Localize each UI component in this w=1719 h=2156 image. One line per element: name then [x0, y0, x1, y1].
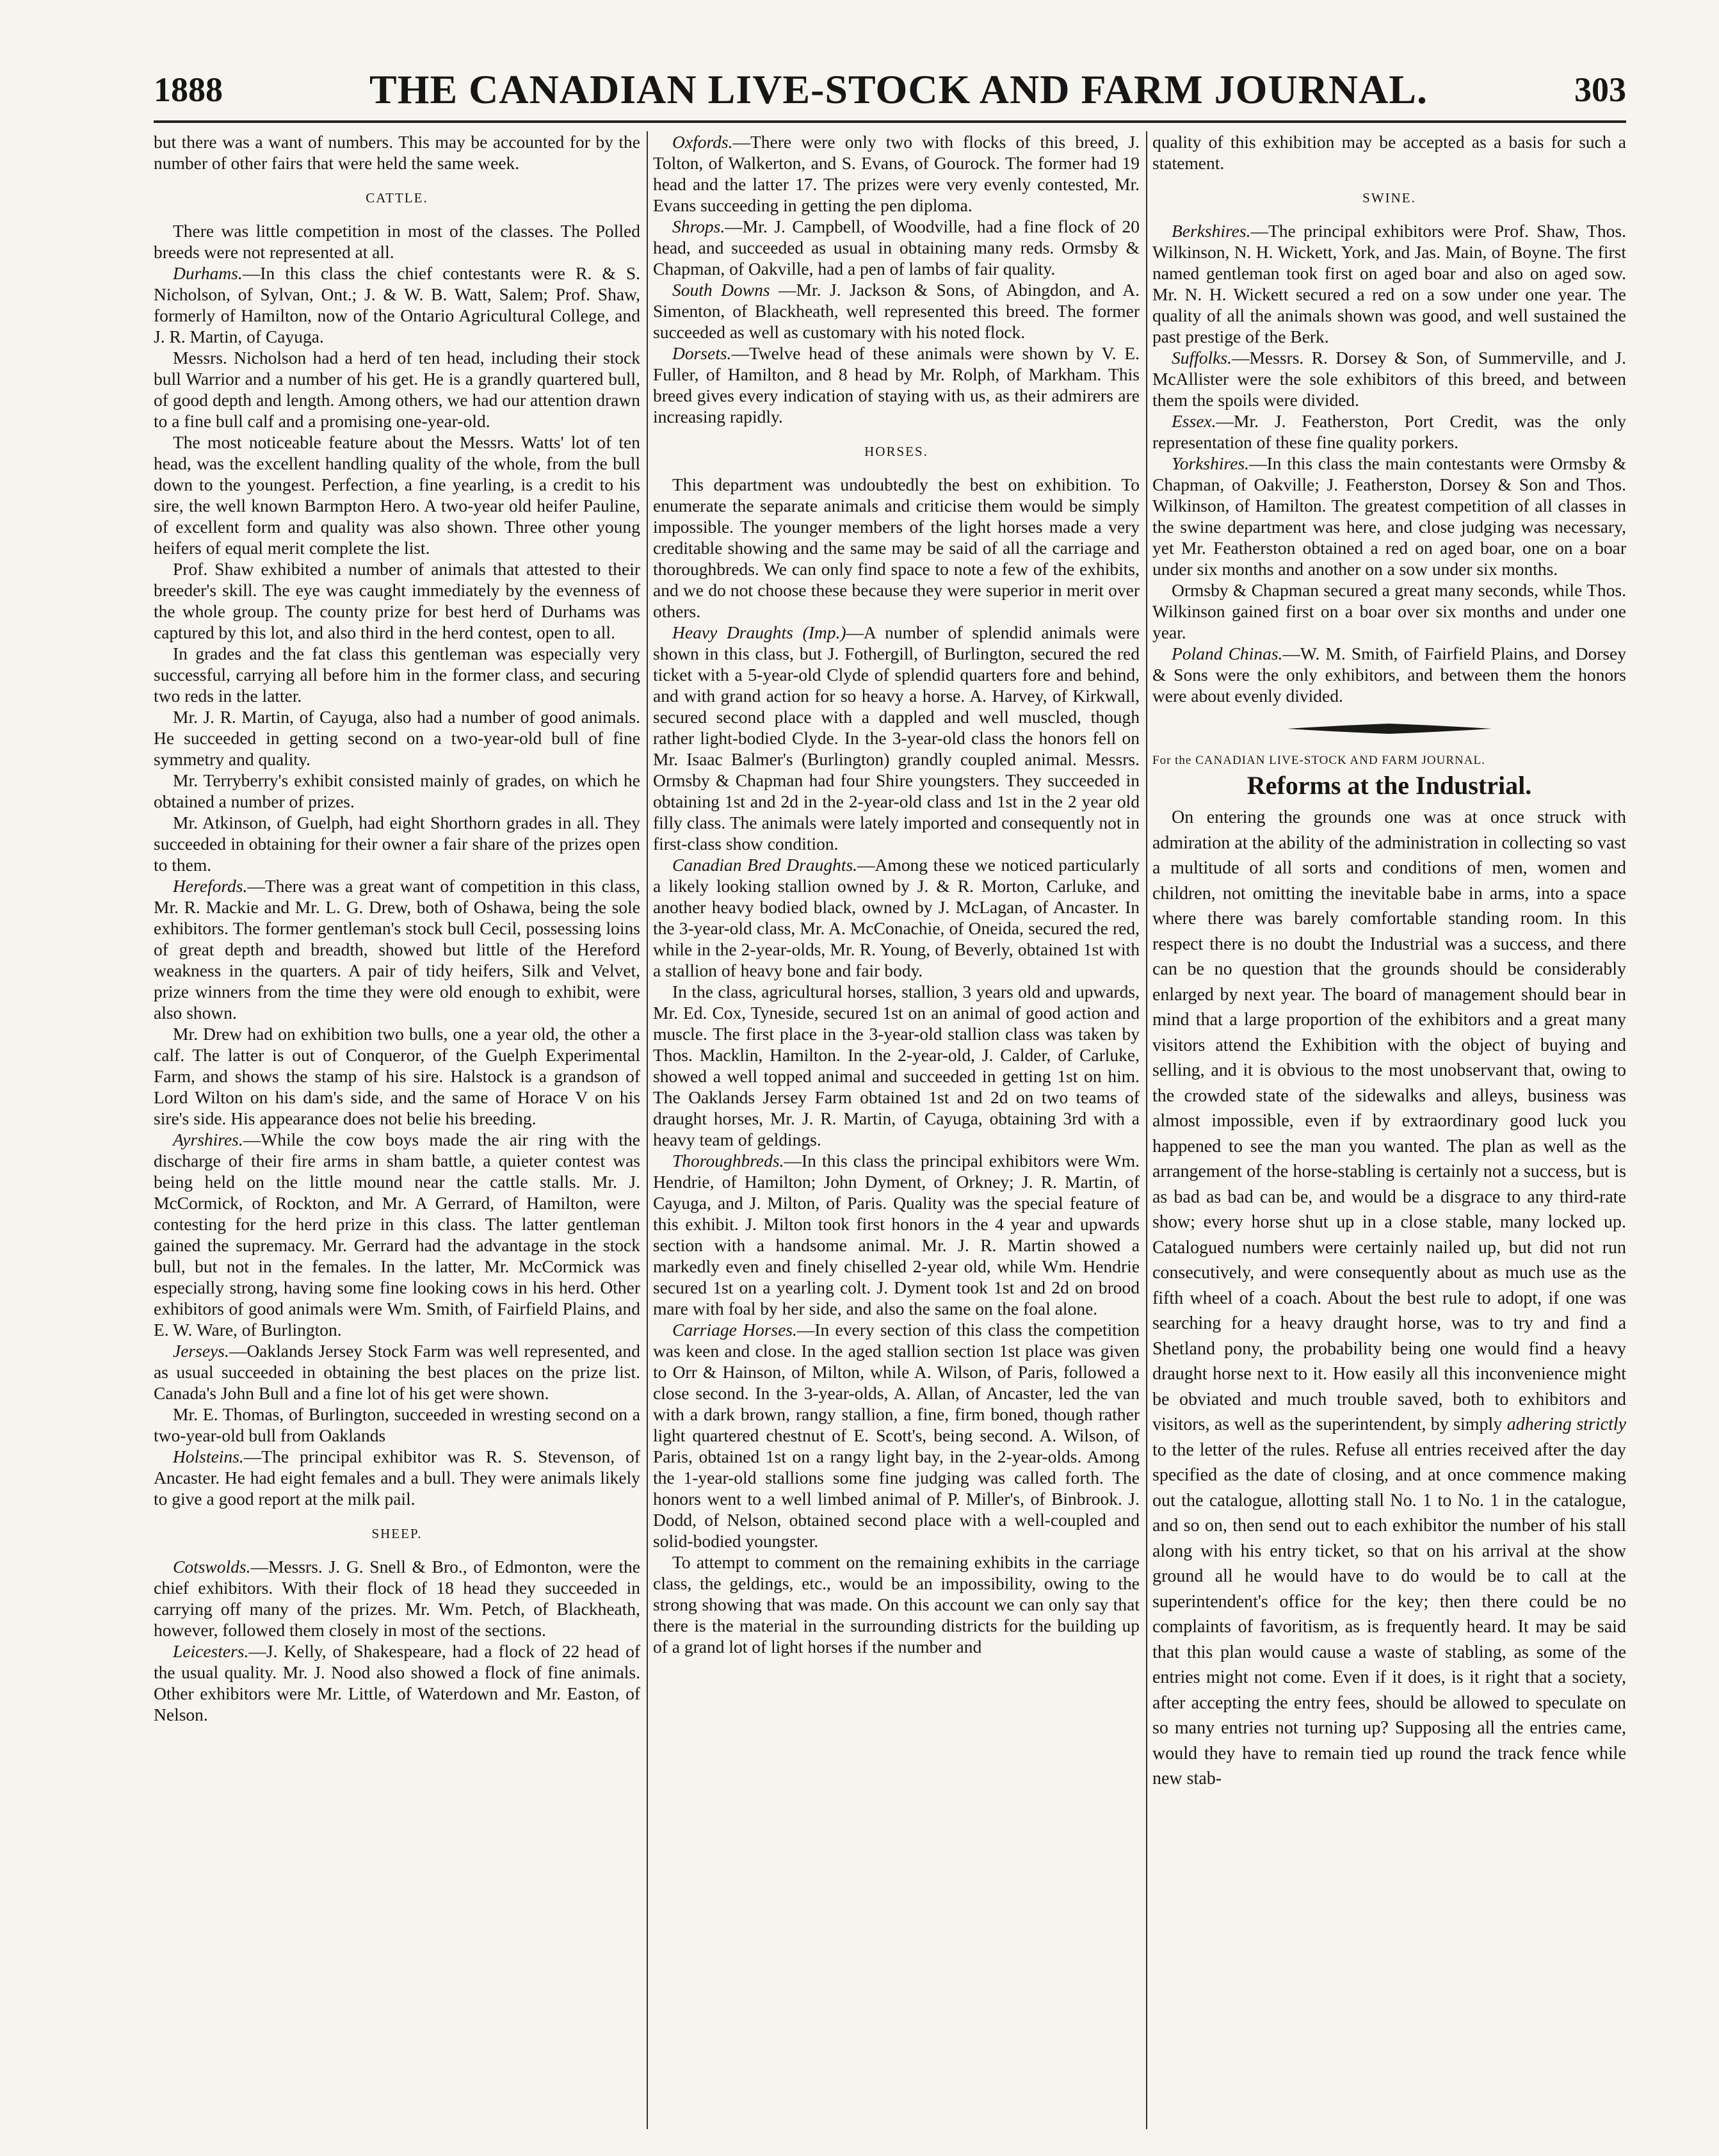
paragraph: This department was undoubtedly the best on exhibition. To enumerate the separate animals and criticise them would be simply impossible. The younger members of the light horses made a very creditable showing and the same may be said of all the carriage and thoroughbreds. We can only find space to note a few of the exhibits, and we do not choose these because they were superior in merit over others. — [653, 474, 1140, 621]
paragraph — [653, 216, 1140, 279]
paragraph-text: —In this class the principal exhibitors were Wm. Hendrie, of Hamilton; John Dyment, of Orkney; J. R. Martin, of Cayuga, and J. Milton, of Paris. Quality was the special feature of this exhibit. J. Milton took first honors in the 4 year and upwards section with a handsome animal. Mr. J. R. Martin showed a markedly even and finely chiselled 2-year old, while Wm. Hendrie secured 1st on a yearling colt. J. Dyment took 1st and 2d on brood mare with foal by her side, and also the same on the foal alone. — [653, 1151, 1140, 1318]
breed-lead: Suffolks. — [1172, 348, 1232, 368]
paragraph — [653, 131, 1140, 216]
paragraph — [154, 1129, 640, 1340]
paragraph-text: —In this class the main contestants were Ormsby & Chapman, of Oakville; J. Featherston, Dorsey & Son and Thos. Wilkinson, of Hamilton. The greatest competition of all classes in the swine department was here, and close judging was necessary, yet Mr. Featherston obtained a red on aged boar, one on a boar under six months and another on a sow under six months. — [1152, 453, 1626, 579]
breed-lead: Jerseys. — [173, 1341, 229, 1361]
paragraph: Mr. Atkinson, of Guelph, had eight Shorthorn grades in all. They succeeded in obtaining for their owner a fair share of the prizes open to them. — [154, 813, 640, 875]
breed-lead: Holsteins. — [173, 1447, 244, 1466]
breed-lead: Yorkshires. — [1172, 453, 1249, 473]
paragraph-text: —Oaklands Jersey Stock Farm was well represented, and as usual succeeded in obtaining the best places on the prize list. Canada's John Bull and a fine lot of his get were shown. — [154, 1341, 640, 1403]
paragraph-text: —A number of splendid animals were shown in this class, but J. Fothergill, of Burlington, secured the red ticket with a 5-year-old Clyde of splendid quarters fore and behind, and with grand action for so heavy a horse. A. Harvey, of Kirkwall, secured second place with a dappled and well muscled, though rather light-bodied Clyde. In the 3-year-old class the honors fell on Mr. Isaac Balmer's (Burlington) grandly coupled animal. Messrs. Ormsby & Chapman had four Shire youngsters. They succeeded in obtaining 1st and 2d in the 2-year-old class and 1st in the 2 year old filly class. The animals were lately imported and consequently not in first-class show condition. — [653, 622, 1140, 854]
paragraph-text: —There were only two with flocks of this breed, J. Tolton, of Walkerton, and S. Evans, of Gourock. The former had 19 head and the latter 17. The prizes were very evenly contested, Mr. Evans succeeding in getting the pen diploma. — [653, 132, 1140, 215]
paragraph: Mr. Drew had on exhibition two bulls, one a year old, the other a calf. The latter is out of Conqueror, of the Guelph Experimental Farm, and shows the stamp of his sire. Halstock is a grandson of Lord Wilton on his dam's side, and the same of Horace V on his sire's side. His appearance does not belie his breeding. — [154, 1024, 640, 1128]
section-heading-cattle: CATTLE. — [366, 190, 428, 206]
paragraph — [653, 279, 1140, 343]
article-emphasis: adhering strictly — [1506, 1414, 1626, 1434]
header-year: 1888 — [154, 70, 223, 109]
paragraph: but there was a want of numbers. This may be accounted for by the number of other fairs that were held the same week. — [154, 132, 640, 173]
breed-lead: Canadian Bred Draughts. — [672, 855, 858, 875]
paragraph — [1152, 643, 1626, 706]
paragraph: In grades and the fat class this gentleman was especially very successful, carrying all before him in the former class, and securing two reds in the latter. — [154, 644, 640, 706]
breed-lead: Dorsets. — [672, 343, 732, 363]
column-3 — [1152, 131, 1626, 2136]
paragraph: quality of this exhibition may be accepted as a basis for such a statement. — [1152, 132, 1626, 173]
journal-title: THE CANADIAN LIVE-STOCK AND FARM JOURNAL. — [369, 67, 1428, 112]
article-credit: For the CANADIAN LIVE-STOCK AND FARM JOURNAL. — [1152, 754, 1485, 767]
paragraph: Prof. Shaw exhibited a number of animals that attested to their breeder's skill. The eye was caught immediately by the evenness of the whole group. The county prize for best herd of Durhams was captured by this lot, and also third in the herd contest, open to all. — [154, 559, 640, 642]
paragraph-text: —Mr. J. Jackson & Sons, of Abingdon, and A. Simenton, of Blackheath, well represented this breed. The former succeeded as well as customary with his noted flock. — [653, 280, 1140, 342]
breed-lead: Thoroughbreds. — [672, 1151, 784, 1171]
paragraph-text: —In this class the chief contestants were R. & S. Nicholson, of Sylvan, Ont.; J. & W. B. Watt, Salem; Prof. Shaw, formerly of Hamilton, now of the Ontario Agricultural College, and J. R. Martin, of Cayuga. — [154, 263, 640, 346]
paragraph: The most noticeable feature about the Messrs. Watts' lot of ten head, was the excellent handling quality of the whole, from the bull down to the youngest. Perfection, a fine yearling, is a credit to his sire, the well known Barmpton Hero. A two-year old heifer Pauline, of excellent form and quality was also shown. Three other young heifers of equal merit complete the list. — [154, 432, 640, 558]
paragraph-text: —The principal exhibitors were Prof. Shaw, Thos. Wilkinson, N. H. Wickett, York, and Jas. Main, of Boyne. The first named gentleman took first on aged boar and also on aged sow. Mr. N. H. Wickett secured a red on a sow under one year. The quality of all the animals shown was good, and well sustained the past prestige of the Berk. — [1152, 221, 1626, 346]
paragraph — [154, 1340, 640, 1404]
paragraph-text: —Twelve head of these animals were shown by V. E. Fuller, of Hamilton, and 8 head by Mr. Rolph, of Markham. This breed gives every indication of staying with us, as their admirers are increasing rapidly. — [653, 343, 1140, 426]
paragraph — [1152, 347, 1626, 410]
paragraph — [154, 875, 640, 1023]
paragraph — [1152, 220, 1626, 347]
breed-lead: Oxfords. — [672, 132, 733, 152]
paragraph — [154, 1641, 640, 1725]
paragraph-text: —In every section of this class the competition was keen and close. In the aged stallion section 1st place was given to Orr & Hainson, of Milton, while A. Wilson, of Paris, followed a close second. In the 3-year-olds, A. Allan, of Ancaster, led the van with a dark brown, rangy stallion, a fine, firm boned, though rather light quartered chestnut of E. Scott's, being second. A. Wilson, of Paris, obtained 1st on a rangy light bay, in the 2-year-olds. Among the 1-year-old stallions some fine judging was called forth. The honors went to a well limbed animal of P. Miller's, of Binbrook. J. Dodd, of Nelson, obtained second place with a well-coupled and solid-bodied youngster. — [653, 1320, 1140, 1551]
paragraph-text: —There was a great want of competition in this class, Mr. R. Mackie and Mr. L. G. Drew, both of Oshawa, being the sole exhibitors. The former gentleman's stock bull Cecil, possessing loins of great depth and breadth, showed but little of the Hereford weakness in the quarters. A pair of tidy heifers, Silk and Velvet, prize winners from the time they were old enough to exhibit, were also shown. — [154, 876, 640, 1023]
paragraph — [653, 1319, 1140, 1552]
article-text: to the letter of the rules. Refuse all entries received after the day specified as the date of closing, and at once commence making out the catalogue, allotting stall No. 1 to No. 1 in the catalogue, and so on, then send out to each exhibitor the number of his stall along with his entry ticket, so that on his arrival at the show ground all he would have to do would be to call at the superintendent's office for the key; then there could be no complaints of favoritism, as is frequently heard. It may be said that this plan would cause a waste of stabling, as some of the entries might not come. Even if it does, is it right that a society, after accepting the entry fees, should be allowed to speculate on so many entries not turning up? Supposing all the entries came, would they have to remain tied up round the track fence while new stab- — [1152, 1439, 1626, 1788]
paragraph — [653, 1150, 1140, 1319]
paragraph: Ormsby & Chapman secured a great many seconds, while Thos. Wilkinson gained first on a boar over six months and under one year. — [1152, 580, 1626, 642]
paragraph: Mr. E. Thomas, of Burlington, succeeded in wresting second on a two-year-old bull from Oaklands — [154, 1404, 640, 1445]
column-1 — [154, 131, 640, 2136]
section-heading-horses: HORSES. — [864, 444, 928, 459]
column-divider — [647, 131, 648, 2129]
paragraph: In the class, agricultural horses, stallion, 3 years old and upwards, Mr. Ed. Cox, Tyneside, secured 1st on an animal of good action and muscle. The first place in the 3-year-old stallion class was taken by Thos. Macklin, Hamilton. In the 2-year-old, J. Calder, of Carluke, showed a well topped animal and succeeded in getting 1st on him. The Oaklands Jersey Farm obtained 1st and 2d on two teams of draught horses, Mr. J. R. Martin, of Cayuga, obtaining 3rd with a heavy team of geldings. — [653, 982, 1140, 1149]
breed-lead: Berkshires. — [1172, 221, 1251, 241]
paragraph: Mr. Terryberry's exhibit consisted mainly of grades, on which he obtained a number of prizes. — [154, 770, 640, 811]
paragraph — [154, 1556, 640, 1641]
paragraph — [154, 263, 640, 347]
paragraph-text: —Messrs. R. Dorsey & Son, of Summerville, and J. McAllister were the sole exhibitors of this breed, and between them the spoils were divided. — [1152, 348, 1626, 410]
paragraph-text: —W. M. Smith, of Fairfield Plains, and Dorsey & Sons were the only exhibitors, and between them the honors were about evenly divided. — [1152, 644, 1626, 706]
paragraph-text: —While the cow boys made the air ring with the discharge of their fire arms in sham battle, a quieter contest was being held on the little mound near the cattle stalls. Mr. J. McCormick, of Rockton, and Mr. A Gerrard, of Hamilton, were contesting for the herd prize in this class. The latter gentleman gained the supremacy. Mr. Gerrard had the advantage in the stock bull, but not in the females. In the latter, Mr. McCormick was especially strong, having some fine looking cows in his herd. Other exhibitors of good animals were Wm. Smith, of Fairfield Plains, and E. W. Ware, of Burlington. — [154, 1130, 640, 1340]
article-body — [1152, 805, 1626, 1792]
breed-lead: Leicesters. — [173, 1641, 249, 1661]
paragraph-text: —Mr. J. Featherston, Port Credit, was the only representation of these fine quality porkers. — [1152, 411, 1626, 452]
column-divider — [1146, 131, 1147, 2129]
breed-lead: Ayrshires. — [173, 1130, 243, 1149]
section-divider-ornament — [1152, 723, 1626, 734]
breed-lead: Essex. — [1172, 411, 1216, 431]
paragraph: Mr. J. R. Martin, of Cayuga, also had a number of good animals. He succeeded in getting second on a two-year-old bull of fine symmetry and quality. — [154, 707, 640, 769]
section-heading-swine: SWINE. — [1362, 190, 1416, 206]
page-header — [154, 64, 1626, 115]
article-text: On entering the grounds one was at once struck with admiration at the ability of the administration in collecting so vast a multitude of all sorts and conditions of men, women and children, not omitting the inevitable babe in arms, into a space where there was barely comfortable standing room. In this respect there is no doubt the Industrial was a success, and there can be no question that the grounds should be considerably enlarged by next year. The board of management should bear in mind that a large proportion of the exhibitors and a great many visitors attend the Exhibition with the object of buying and selling, and it is obvious to the most unobservant that, owing to the crowded state of the sidewalks and alleys, business was almost impossible, even if by extraordinary good luck you happened to see the man you wanted. The plan as well as the arrangement of the horse-stabling is certainly not a success, but is as bad as bad can be, and would be a disgrace to any third-rate show; every horse shut up in a close stable, many locked up. Catalogued numbers were certainly nailed up, but did not run consecutively, and were consequently about as much use as the fifth wheel of a coach. About the best rule to adopt, if one was searching for a heavy draught horse, was to try and find a Shetland pony, the probability being one would find a heavy draught horse next to it. How easily all this inconvenience might be obviated and much trouble saved, both to exhibitors and visitors, as well as the superintendent, by simply — [1152, 807, 1626, 1434]
breed-lead: Durhams. — [173, 263, 243, 283]
paragraph-text: —Mr. J. Campbell, of Woodville, had a fine flock of 20 head, and succeeded as usual in obtaining many reds. Ormsby & Chapman, of Oakville, had a pen of lambs of fair quality. — [653, 216, 1140, 279]
paragraph — [1152, 453, 1626, 580]
paragraph-text: —The principal exhibitor was R. S. Stevenson, of Ancaster. He had eight females and a bull. They were animals likely to give a good report at the milk pail. — [154, 1447, 640, 1509]
breed-lead: Cotswolds. — [173, 1557, 251, 1576]
breed-lead: South Downs — [672, 280, 770, 300]
breed-lead: Heavy Draughts (Imp.) — [672, 622, 846, 642]
paragraph — [653, 622, 1140, 854]
breed-lead: Carriage Horses. — [672, 1320, 797, 1340]
paragraph — [653, 854, 1140, 981]
paragraph: Messrs. Nicholson had a herd of ten head, including their stock bull Warrior and a number of his get. He is a grandly quartered bull, of good depth and length. Among others, we had our attention drawn to a fine bull calf and a promising one-year-old. — [154, 348, 640, 431]
page-number: 303 — [1574, 70, 1626, 109]
paragraph — [1152, 410, 1626, 453]
paragraph: There was little competition in most of the classes. The Polled breeds were not represented at all. — [154, 221, 640, 262]
paragraph-text: —J. Kelly, of Shakespeare, had a flock of 22 head of the usual quality. Mr. J. Nood also showed a flock of fine animals. Other exhibitors were Mr. Little, of Waterdown and Mr. Easton, of Nelson. — [154, 1641, 640, 1724]
breed-lead: Poland Chinas. — [1172, 644, 1283, 663]
section-heading-sheep: SHEEP. — [371, 1526, 423, 1541]
breed-lead: Herefords. — [173, 876, 248, 896]
paragraph-text: —Messrs. J. G. Snell & Bro., of Edmonton, were the chief exhibitors. With their flock of 18 head they succeeded in carrying off many of the prizes. Mr. Wm. Petch, of Blackheath, however, followed them closely in most of the sections. — [154, 1557, 640, 1640]
column-2 — [653, 131, 1140, 2136]
paragraph — [154, 1446, 640, 1509]
paragraph — [653, 343, 1140, 427]
paragraph: To attempt to comment on the remaining exhibits in the carriage class, the geldings, etc., would be an impossibility, owing to the strong showing that was made. On this account we can only say that there is the material in the surrounding districts for the building up of a grand lot of light horses if the number and — [653, 1552, 1140, 1657]
breed-lead: Shrops. — [672, 216, 725, 236]
article-title: Reforms at the Industrial. — [1247, 771, 1532, 800]
header-rule — [154, 120, 1626, 123]
paragraph-text: —Among these we noticed particularly a likely looking stallion owned by J. & R. Morton, Carluke, and another heavy bodied black, owned by J. McLagan, of Ancaster. In the 3-year-old class, Mr. A. McConachie, of Oneida, secured the red, while in the 2-year-olds, Mr. R. Young, of Beverly, obtained 1st with a stallion of heavy bone and fair body. — [653, 855, 1140, 980]
